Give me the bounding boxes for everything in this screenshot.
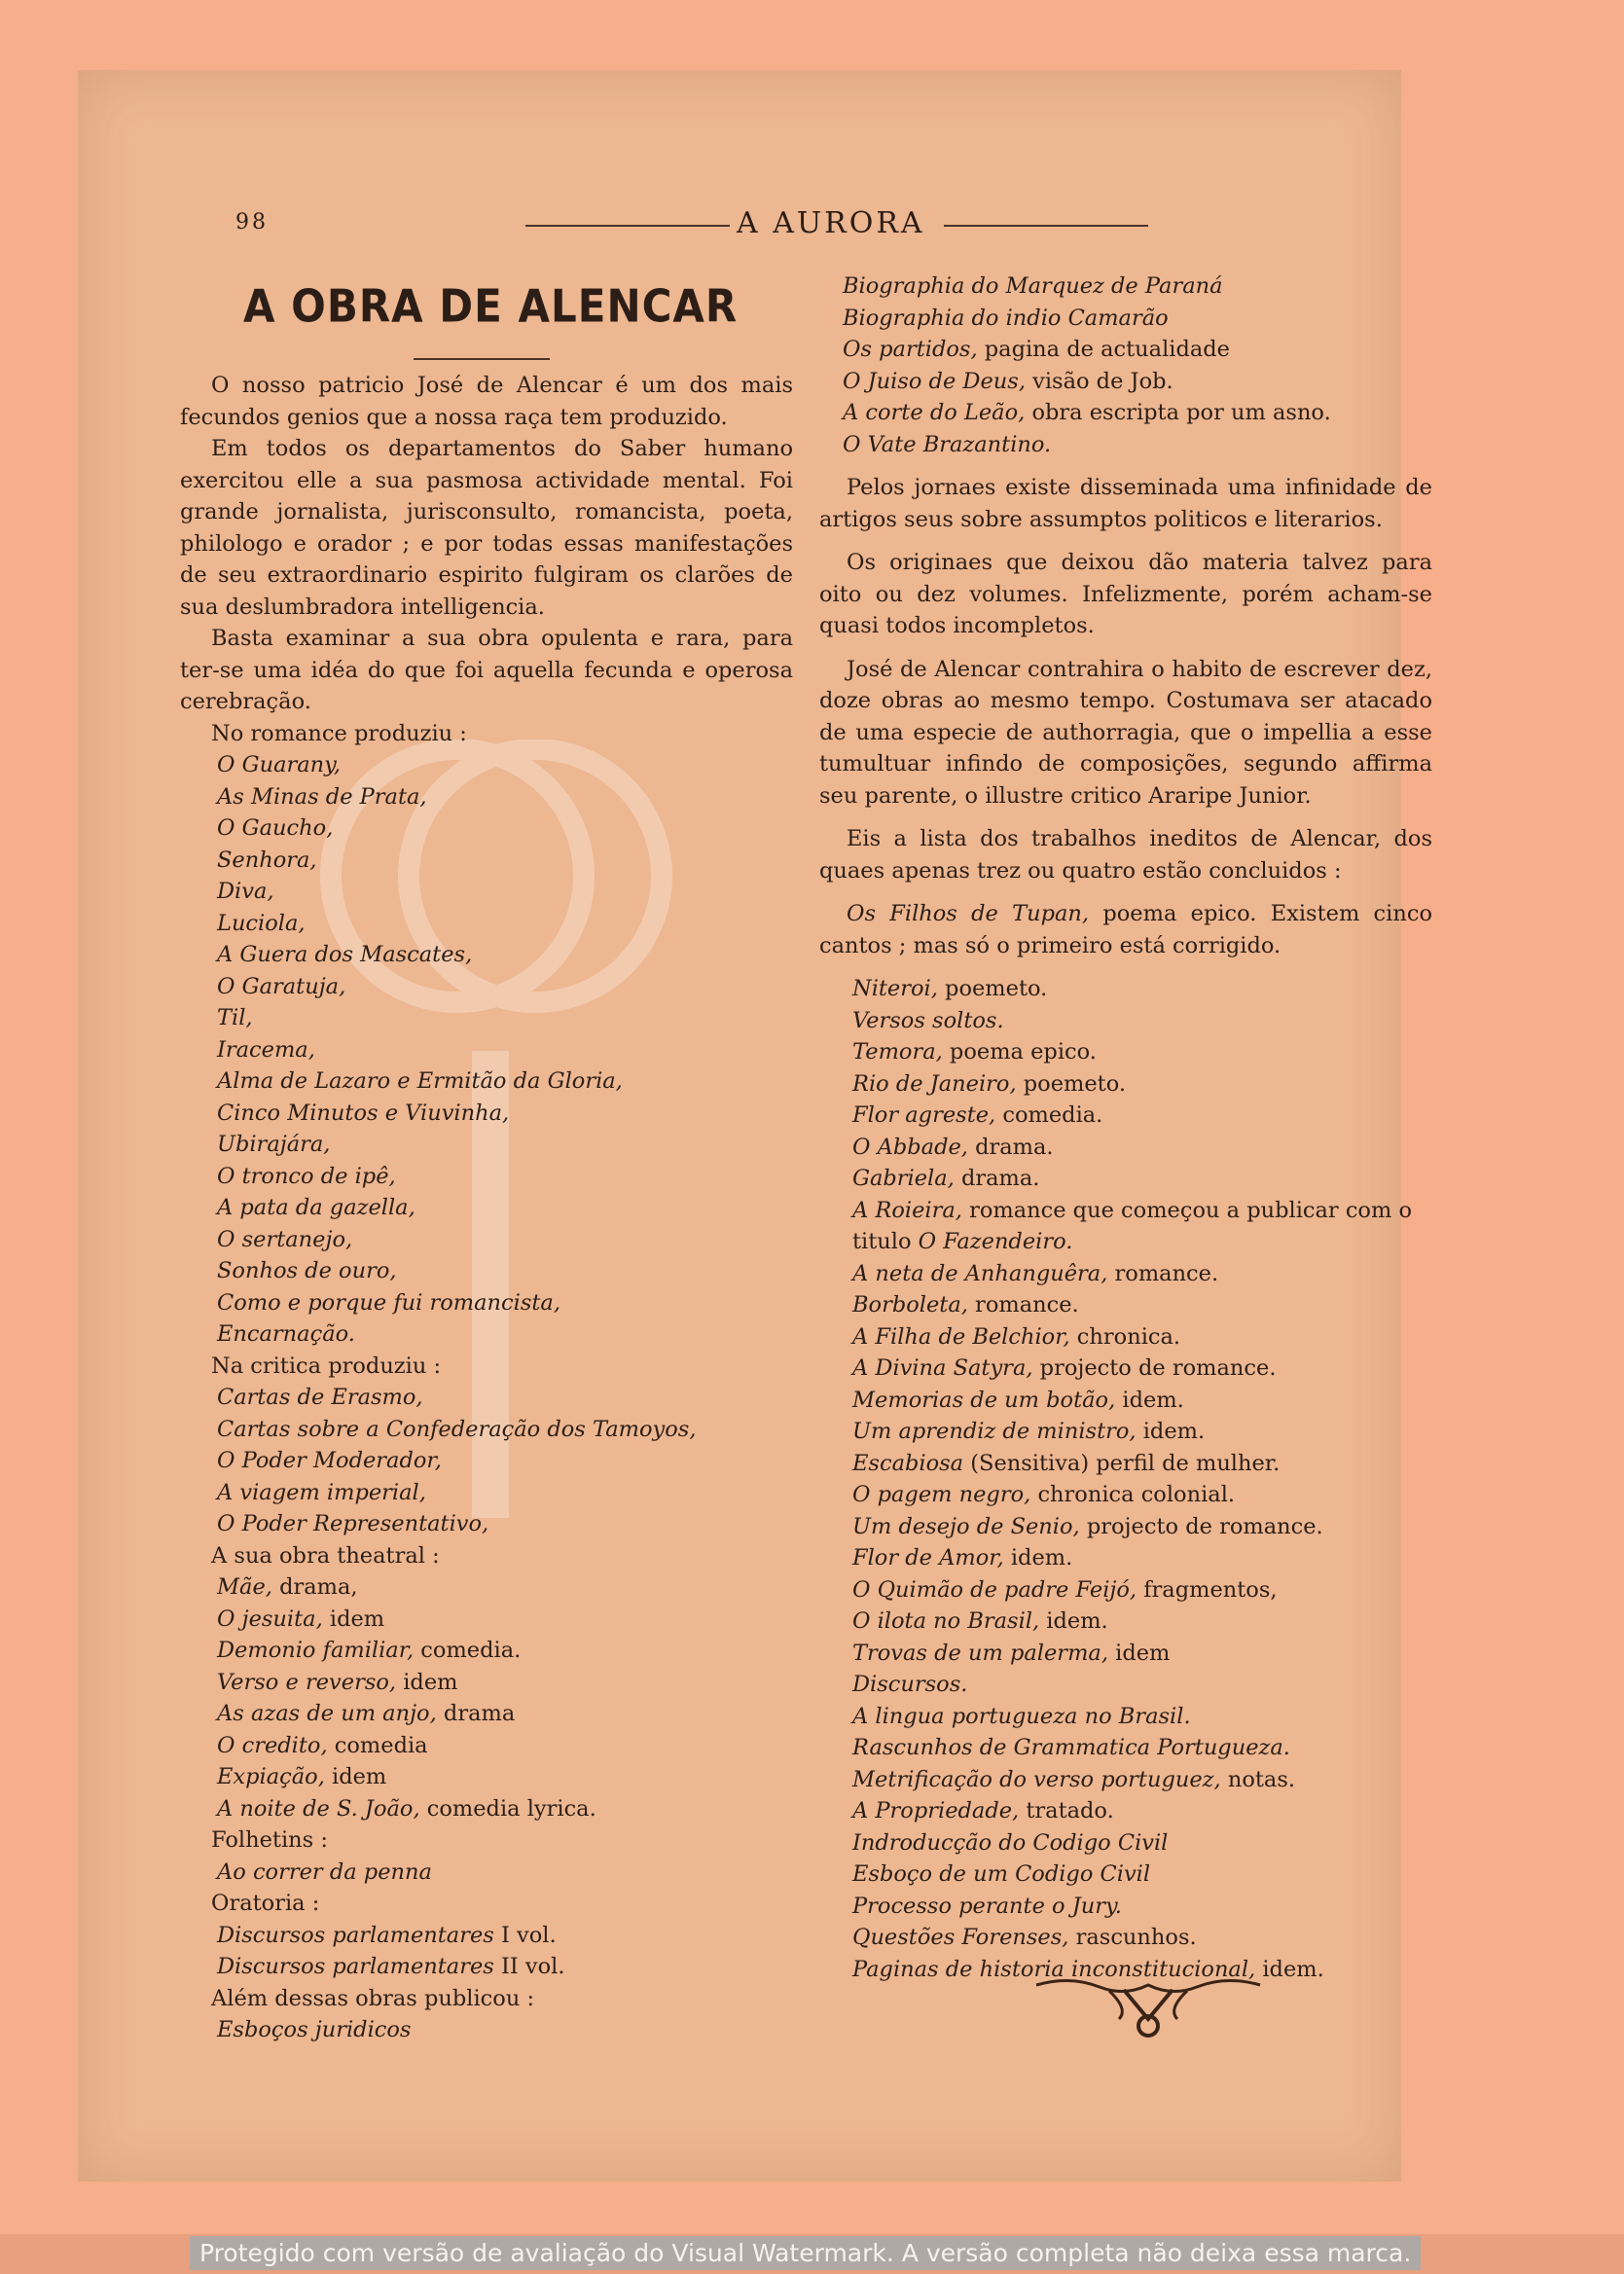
alem-list — [180, 2014, 793, 2046]
section-heading-critica: Na critica produziu : — [211, 1353, 442, 1379]
journal-title: A AURORA — [737, 206, 925, 240]
list-item: Borboleta, romance. — [852, 1292, 1079, 1317]
list-item: Verso e reverso, idem — [217, 1669, 458, 1695]
list-item: O Quimão de padre Feijó, fragmentos, — [852, 1576, 1278, 1603]
list-item: A Roieira, romance que começou a publicar com o titulo O Fazendeiro. — [852, 1197, 1412, 1254]
list-item: Metrificação do verso portuguez, notas. — [852, 1766, 1296, 1792]
list-item: Mãe, drama, — [217, 1574, 358, 1600]
list-item: Biographia do indio Camarão — [843, 305, 1169, 331]
list-item: O tronco de ipê, — [217, 1163, 396, 1189]
list-item: O ilota no Brasil, idem. — [852, 1608, 1108, 1634]
list-item: Como e porque fui romancista, — [217, 1289, 560, 1316]
header-rule-right — [944, 225, 1148, 227]
list-item: O sertanejo, — [217, 1226, 353, 1252]
oratoria-list — [180, 1920, 793, 1983]
list-item: A Filha de Belchior, chronica. — [852, 1323, 1181, 1350]
list-item: A viagem imperial, — [217, 1479, 426, 1505]
list-item: Esboços juridicos — [217, 2017, 412, 2042]
list-item: A lingua portugueza no Brasil. — [852, 1703, 1191, 1729]
section-heading-alem: Além dessas obras publicou : — [211, 1985, 535, 2011]
list-item: A Guera dos Mascates, — [217, 942, 473, 967]
list-item: Ubirajára, — [217, 1132, 331, 1157]
list-item: Discursos. — [852, 1672, 968, 1697]
title-rule — [414, 358, 550, 360]
ornament-flourish — [1031, 1966, 1265, 2043]
list-item: Memorias de um botão, idem. — [852, 1387, 1184, 1413]
section-heading-romance: No romance produziu : — [211, 720, 467, 746]
list-item: O Gaucho, — [217, 815, 334, 841]
list-item: Demonio familiar, comedia. — [217, 1638, 522, 1663]
section-heading-oratoria: Oratoria : — [211, 1891, 320, 1916]
list-item: Esboço de um Codigo Civil — [852, 1861, 1151, 1887]
list-item: O credito, comedia — [217, 1732, 428, 1758]
critica-list — [180, 1382, 793, 1540]
list-item: As Minas de Prata, — [217, 783, 427, 810]
header-rule-left — [525, 225, 730, 227]
list-item: Processo perante o Jury. — [852, 1893, 1122, 1919]
list-item: Discursos parlamentares I vol. — [217, 1922, 557, 1948]
list-item: Biographia do Marquez de Paraná — [843, 273, 1223, 299]
list-item: Iracema, — [217, 1036, 315, 1063]
list-item: O Garatuja, — [217, 973, 346, 999]
body-paragraph: Eis a lista dos trabalhos ineditos de Alencar, dos quaes apenas trez ou quatro estão concluidos : — [819, 826, 1432, 884]
list-item: Os partidos, pagina de actualidade — [843, 337, 1230, 362]
list-item: Questões Forenses, rascunhos. — [852, 1925, 1197, 1950]
list-item: Rio de Janeiro, poemeto. — [852, 1070, 1127, 1097]
list-item: A corte do Leão, obra escripta por um asno. — [843, 400, 1331, 425]
right-paragraphs — [819, 472, 1432, 886]
fazendeiro-title: O Fazendeiro. — [918, 1229, 1073, 1254]
folhetins-list — [180, 1857, 793, 1889]
list-item: A neta de Anhanguêra, romance. — [852, 1260, 1219, 1286]
list-item: Flor agreste, comedia. — [852, 1102, 1103, 1128]
list-item: Rascunhos de Grammatica Portugueza. — [852, 1735, 1290, 1760]
teatro-list — [180, 1571, 793, 1824]
list-item: Cinco Minutos e Viuvinha, — [217, 1100, 510, 1126]
list-item: Escabiosa (Sensitiva) perfil de mulher. — [852, 1450, 1281, 1476]
list-item: A Propriedade, tratado. — [852, 1798, 1114, 1823]
article-title: A OBRA DE ALENCAR — [243, 279, 739, 333]
list-item: O Poder Representativo, — [217, 1511, 489, 1536]
page-number: 98 — [235, 210, 269, 235]
list-item: A pata da gazella, — [217, 1195, 415, 1220]
list-item: O Abbade, drama. — [852, 1134, 1054, 1160]
list-item: Indroducção do Codigo Civil — [852, 1829, 1169, 1856]
list-item: O pagem negro, chronica colonial. — [852, 1482, 1236, 1507]
intro-paragraph: O nosso patricio José de Alencar é um dos mais fecundos genios que a nossa raça tem produzido. — [180, 373, 793, 430]
left-column — [180, 370, 793, 2046]
list-item: Luciola, — [217, 910, 306, 936]
list-item: O Poder Moderador, — [217, 1448, 442, 1473]
ineditos-list — [819, 973, 1432, 1985]
intro-paragraph: Basta examinar a sua obra opulenta e rara, para ter-se uma idéa do que foi aquella fecunda e operosa cerebração. — [180, 626, 793, 714]
list-item: Niteroi, poemeto. — [852, 976, 1048, 1001]
list-item: Alma de Lazaro e Ermitão da Gloria, — [217, 1068, 623, 1094]
romance-list — [180, 749, 793, 1351]
section-heading-teatro: A sua obra theatral : — [211, 1542, 440, 1569]
body-paragraph: José de Alencar contrahira o habito de escrever dez, doze obras ao mesmo tempo. Costumava ser atacado de uma especie de authorragia, que o impellia a esse tumultuar infindo de composições, segundo affirma seu parente, o illustre critico Araripe Junior. — [819, 656, 1432, 809]
list-item: Gabriela, drama. — [852, 1166, 1040, 1191]
list-item: A Divina Satyra, projecto de romance. — [852, 1355, 1277, 1381]
watermark-bar — [0, 2234, 1624, 2274]
list-item: Um desejo de Senio, projecto de romance. — [852, 1513, 1323, 1539]
list-item: Um aprendiz de ministro, idem. — [852, 1419, 1206, 1444]
tupan-paragraph: Os Filhos de Tupan, poema epico. Existem cinco cantos ; mas só o primeiro está corrigido. — [819, 901, 1432, 958]
right-column — [819, 271, 1432, 1985]
running-header — [156, 206, 1323, 245]
list-item: A noite de S. João, comedia lyrica. — [217, 1795, 596, 1822]
list-item: Trovas de um palerma, idem — [852, 1640, 1171, 1666]
list-item: O jesuita, idem — [217, 1606, 385, 1632]
list-item: Senhora, — [217, 847, 317, 873]
list-item: Expiação, idem — [217, 1764, 387, 1789]
list-item: Cartas sobre a Confederação dos Tamoyos, — [217, 1416, 697, 1442]
list-item: Ao correr da penna — [217, 1859, 432, 1885]
section-heading-folhetins: Folhetins : — [211, 1827, 328, 1853]
list-item: Versos soltos. — [852, 1007, 1004, 1033]
list-item: Paginas de historia inconstitucional, idem. — [852, 1956, 1324, 1982]
list-item: O Juiso de Deus, visão de Job. — [843, 368, 1173, 394]
list-item: Diva, — [217, 879, 274, 904]
list-item: Til, — [217, 1005, 253, 1030]
list-item: Sonhos de ouro, — [217, 1258, 397, 1283]
biographies-list — [819, 271, 1432, 460]
body-paragraph: Os originaes que deixou dão materia talvez para oito ou dez volumes. Infelizmente, porém acham-se quasi todos incompletos. — [819, 550, 1432, 638]
intro-paragraph: Em todos os departamentos do Saber humano exercitou elle a sua pasmosa actividade mental. Foi grande jornalista, jurisconsulto, romancista, poeta, philologo e orador ; e por todas essas manifestações de seu extraordinario espirito fulgiram os clarões de sua deslumbradora intelligencia. — [180, 436, 793, 620]
list-item: Flor de Amor, idem. — [852, 1545, 1073, 1570]
list-item: Temora, poema epico. — [852, 1039, 1097, 1065]
list-item: O Guarany, — [217, 752, 342, 777]
body-paragraph: Pelos jornaes existe disseminada uma infinidade de artigos seus sobre assumptos politicos e literarios. — [819, 475, 1432, 532]
list-item: As azas de um anjo, drama — [217, 1701, 516, 1726]
list-item: Discursos parlamentares II vol. — [217, 1954, 565, 1979]
list-item: Cartas de Erasmo, — [217, 1385, 423, 1410]
watermark-text: Protegido com versão de avaliação do Visual Watermark. A versão completa não deixa essa marca. — [190, 2236, 1421, 2270]
list-item: Encarnação. — [217, 1321, 355, 1347]
list-item: O Vate Brazantino. — [843, 431, 1052, 457]
